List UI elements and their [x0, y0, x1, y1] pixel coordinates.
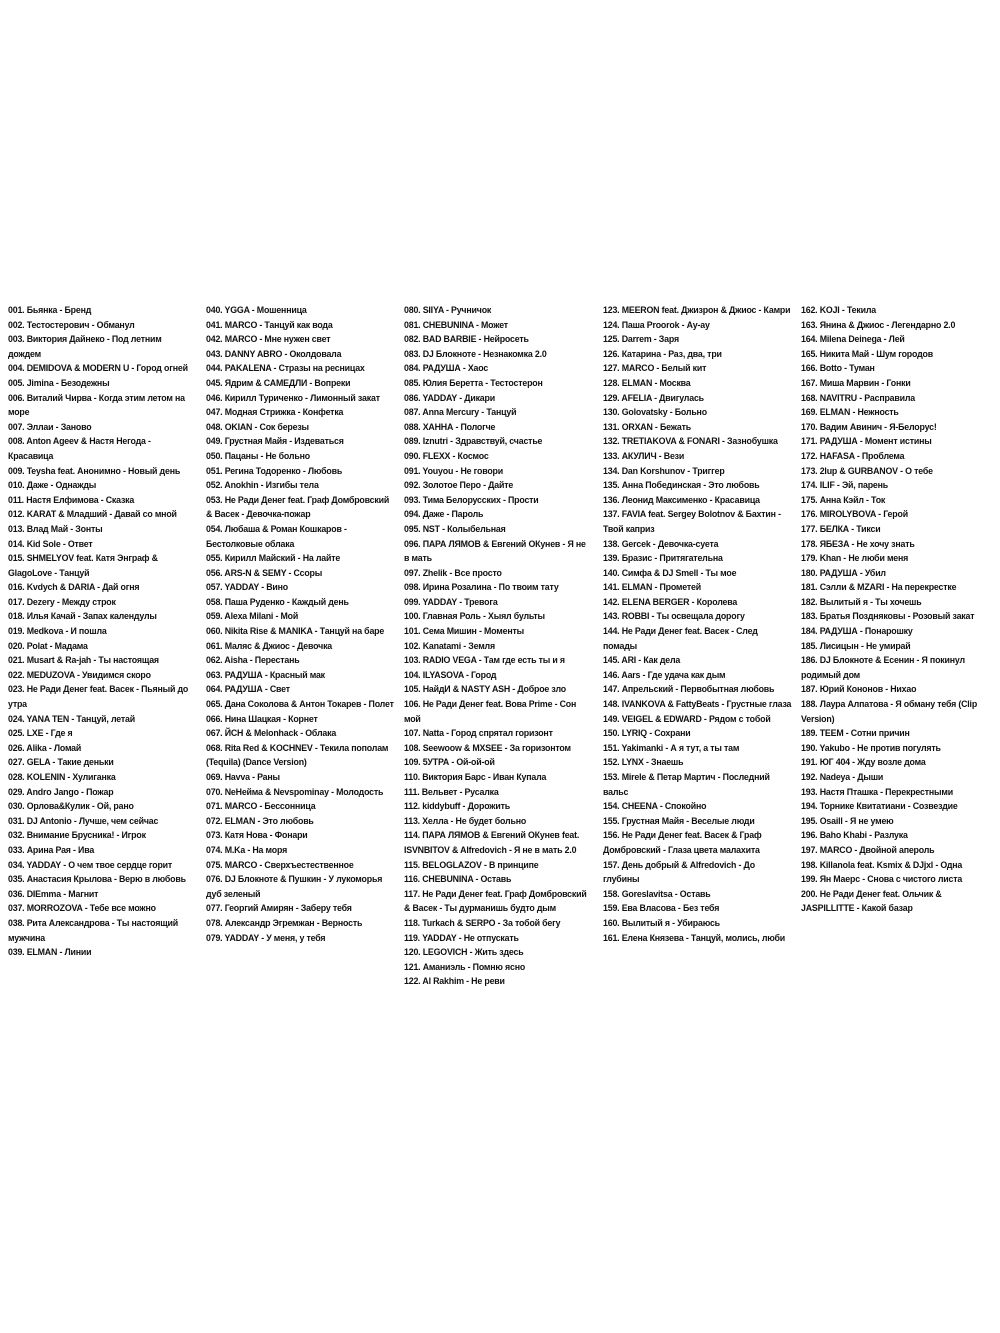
track-item: 193. Настя Пташка - Перекрестными: [801, 786, 953, 798]
track-item: 147. Апрельский - Первобытная любовь: [603, 684, 775, 696]
track-item: 069. Havva - Раны: [206, 772, 280, 783]
track-item: 002. Тестостерович - Обманул: [8, 319, 135, 331]
track-item: 164. Milena Deinega - Лей: [801, 334, 905, 346]
track-item: 086. YADDAY - Дикари: [404, 392, 495, 404]
track-item: 031. DJ Antonio - Лучше, чем сейчас: [8, 815, 159, 827]
track-item: 082. BAD BARBIE - Нейросеть: [404, 334, 529, 346]
track-item: 145. ARI - Как дела: [603, 655, 681, 667]
track-item: 125. Darrem - Заря: [603, 334, 679, 346]
track-item: 021. Musart & Ra-jah - Ты настоящая: [8, 655, 159, 667]
track-item: 079. YADDAY - У меня, у тебя: [206, 932, 326, 944]
track-item: 172. HAFASA - Проблема: [801, 450, 905, 462]
track-item: 119. YADDAY - Не отпускать: [404, 932, 519, 944]
track-item: 001. Бьянка - Бренд: [8, 305, 92, 316]
track-item: 170. Вадим Авинич - Я-Белорус!: [801, 421, 937, 433]
track-item: 073. Катя Нова - Фонари: [206, 830, 308, 842]
track-item: 051. Регина Тодоренко - Любовь: [206, 465, 343, 477]
track-item: 039. ELMAN - Линии: [8, 947, 92, 959]
track-item: 153. Mirele & Петар Мартич - Последний вальс: [603, 772, 770, 798]
track-item: 092. Золотое Перо - Дайте: [404, 480, 514, 492]
track-item: 151. Yakimanki - А я тут, а ты там: [603, 742, 740, 754]
track-item: 066. Нина Шацкая - Корнет: [206, 713, 318, 725]
track-item: 007. Эллаи - Заново: [8, 421, 92, 433]
track-item: 185. Лисицын - Не умирай: [801, 640, 911, 652]
track-item: 099. YADDAY - Тревога: [404, 596, 498, 608]
track-item: 127. MARCO - Белый кит: [603, 363, 707, 375]
track-item: 168. NAVITRU - Расправила: [801, 392, 916, 404]
track-item: 138. Gercek - Девочка-суета: [603, 538, 719, 550]
track-item: 187. Юрий Кононов - Нихао: [801, 684, 917, 696]
track-item: 091. Youyou - Не говори: [404, 465, 504, 477]
track-item: 056. ARS-N & SEMY - Ссоры: [206, 567, 323, 579]
track-item: 047. Модная Стрижка - Конфетка: [206, 407, 344, 419]
track-item: 075. MARCO - Сверхъестественное: [206, 859, 354, 871]
track-item: 121. Аманиэль - Помню ясно: [404, 961, 526, 973]
track-item: 161. Елена Князева - Танцуй, молись, люби: [603, 932, 786, 944]
track-item: 017. Dezery - Между строк: [8, 596, 116, 608]
track-item: 169. ELMAN - Нежность: [801, 407, 899, 419]
track-item: 107. Natta - Город спрятал горизонт: [404, 728, 553, 740]
track-item: 126. Катарина - Раз, два, три: [603, 348, 722, 360]
track-item: 186. DJ Блокнотe & Есенин - Я покинул родимый дом: [801, 655, 965, 681]
track-item: 159. Ева Власова - Без тебя: [603, 903, 720, 915]
track-item: 139. Бразис - Притягательна: [603, 553, 723, 565]
track-item: 016. Kvdych & DARIA - Дай огня: [8, 582, 140, 594]
track-item: 192. Nadeya - Дыши: [801, 772, 884, 783]
track-item: 037. MORROZOVA - Тебе все можно: [8, 903, 156, 915]
track-item: 196. Baho Khabi - Разлука: [801, 830, 908, 842]
track-item: 025. LXE - Где я: [8, 728, 73, 740]
track-item: 090. FLEXX - Космос: [404, 450, 489, 462]
track-item: 062. Aisha - Перестань: [206, 655, 300, 667]
track-item: 109. 5УТРА - Ой-ой-ой: [404, 757, 495, 769]
track-item: 004. DEMIDOVA & MODERN U - Город огней: [8, 363, 188, 375]
track-item: 199. Ян Маерс - Снова с чистого листа: [801, 874, 963, 886]
track-item: 026. Alika - Ломай: [8, 742, 82, 754]
track-item: 146. Aars - Где удача как дым: [603, 669, 726, 681]
track-item: 142. ELENA BERGER - Королева: [603, 596, 738, 608]
track-item: 034. YADDAY - О чем твое сердце горит: [8, 859, 173, 871]
track-item: 116. CHEBUNINA - Оставь: [404, 874, 512, 886]
track-item: 144. Не Ради Денег feat. Васек - След помады: [603, 626, 758, 652]
track-item: 010. Даже - Однажды: [8, 480, 97, 492]
track-item: 014. Kid Sole - Ответ: [8, 538, 93, 550]
track-item: 018. Илья Качай - Запах календулы: [8, 611, 157, 623]
track-item: 058. Паша Руденко - Каждый день: [206, 596, 349, 608]
track-item: 182. Вылитый я - Ты хочешь: [801, 596, 922, 608]
track-item: 154. CHEENA - Спокойно: [603, 801, 707, 813]
track-item: 100. Главная Роль - Хыял бульты: [404, 611, 545, 623]
track-item: 024. YANA TEN - Танцуй, летай: [8, 713, 135, 725]
track-item: 106. Не Ради Денег feat. Вова Prime - Сон мой: [404, 699, 577, 725]
track-item: 167. Миша Марвин - Гонки: [801, 377, 911, 389]
track-item: 129. AFELIA - Двигулась: [603, 392, 704, 404]
track-item: 083. DJ Блокнотe - Незнакомка 2.0: [404, 348, 547, 360]
track-item: 095. NST - Колыбельная: [404, 523, 506, 535]
track-item: 089. Iznutri - Здравствуй, счастье: [404, 436, 543, 448]
track-item: 011. Настя Елфимова - Сказка: [8, 494, 135, 506]
track-item: 059. Alexa Milani - Мой: [206, 611, 299, 623]
track-item: 057. YADDAY - Вино: [206, 582, 289, 594]
track-item: 155. Грустная Майя - Веселые люди: [603, 815, 755, 827]
track-item: 072. ELMAN - Это любовь: [206, 815, 314, 827]
track-item: 194. Торнике Квитатиани - Созвездие: [801, 801, 958, 813]
track-item: 174. ILIF - Эй, парень: [801, 480, 889, 492]
track-item: 019. Medkova - И пошла: [8, 626, 107, 638]
track-item: 111. Вельвет - Русалка: [404, 786, 499, 798]
track-item: 015. SHMELYOV feat. Катя Энграф & GlagoLove - Танцуй: [8, 553, 158, 579]
track-item: 166. Botto - Туман: [801, 363, 875, 375]
tracklist-column-1: [8, 304, 198, 961]
track-item: 123. MEERON feat. Джизрон & Джиос - Камри: [603, 305, 791, 316]
track-item: 003. Виктория Дайнеко - Под летним дождем: [8, 334, 162, 360]
track-item: 008. Anton Ageev & Настя Негода - Красавица: [8, 436, 151, 462]
track-item: 105. НайдИ & NASTY ASH - Доброе зло: [404, 684, 567, 696]
track-item: 115. BELOGLAZOV - В принципе: [404, 859, 539, 871]
track-item: 060. Nikita Rise & MANIKA - Танцуй на баре: [206, 626, 385, 638]
track-item: 136. Леонид Максименко - Красавица: [603, 494, 760, 506]
track-item: 078. Александр Эгремжан - Верность: [206, 917, 363, 929]
track-item: 189. TEEM - Сотни причин: [801, 728, 910, 740]
track-item: 050. Пацаны - Не больно: [206, 450, 310, 462]
track-item: 140. Симфа & DJ Smell - Ты мое: [603, 567, 737, 579]
track-item: 135. Анна Побединская - Это любовь: [603, 480, 760, 492]
track-item: 081. CHEBUNINA - Может: [404, 319, 508, 331]
track-item: 088. ХАННА - Пологче: [404, 421, 496, 433]
track-item: 157. День добрый & Alfredovich - До глубины: [603, 859, 755, 886]
track-item: 077. Георгий Амирян - Заберу тебя: [206, 903, 352, 915]
track-item: 061. Маляс & Джиос - Девочка: [206, 640, 333, 652]
track-item: 093. Тима Белорусских - Прости: [404, 494, 539, 506]
track-item: 137. FAVIA feat. Sergey Bolotnov & Бахтин - Твой каприз: [603, 509, 781, 535]
track-item: 042. MARCO - Мне нужен свет: [206, 334, 331, 346]
track-item: 009. Teysha feat. Анонимно - Новый день: [8, 465, 181, 477]
track-item: 181. Сэлли & MZARI - На перекрестке: [801, 582, 957, 594]
track-item: 049. Грустная Майя - Издеваться: [206, 436, 344, 448]
track-item: 141. ELMAN - Прометей: [603, 582, 701, 594]
track-item: 006. Виталий Чирва - Когда этим летом на море: [8, 392, 185, 419]
track-item: 122. Al Rakhim - Не реви: [404, 976, 505, 988]
track-item: 198. Killanola feat. Ksmix & DJjxl - Одна: [801, 859, 963, 871]
tracklist-column-3: [404, 304, 594, 990]
track-item: 080. SIIYA - Ручничок: [404, 305, 492, 316]
track-item: 175. Анна Кэйл - Ток: [801, 494, 886, 506]
track-item: 038. Рита Александрова - Ты настоящий мужчина: [8, 917, 178, 944]
track-item: 132. TRETIAKOVA & FONARI - Зазнобушка: [603, 436, 778, 448]
track-item: 180. РАДУША - Убил: [801, 567, 886, 579]
track-item: 055. Кирилл Майский - На лайте: [206, 553, 341, 565]
track-item: 200. Не Ради Денег feat. Ольчик & JASPILLITTE - Какой базар: [801, 888, 942, 915]
track-item: 084. РАДУША - Хаос: [404, 363, 489, 375]
track-item: 046. Кирилл Туриченко - Лимонный закат: [206, 392, 380, 404]
track-item: 197. MARCO - Двойной апероль: [801, 844, 935, 856]
track-item: 071. MARCO - Бессонница: [206, 801, 316, 813]
track-item: 045. Ядрим & САМЕДЛИ - Вопреки: [206, 377, 351, 389]
track-item: 148. IVANKOVA & FattyBeats - Грустные глаза: [603, 699, 792, 711]
track-item: 128. ELMAN - Москва: [603, 377, 691, 389]
track-item: 163. Янина & Джиос - Легендарно 2.0: [801, 319, 956, 331]
track-item: 113. Хелла - Не будет больно: [404, 815, 527, 827]
track-item: 097. Zhelik - Все просто: [404, 567, 502, 579]
track-item: 032. Внимание Брусника! - Игрок: [8, 830, 146, 842]
track-item: 103. RADIO VEGA - Там где есть ты и я: [404, 655, 565, 667]
track-item: 098. Ирина Розалина - По твоим тату: [404, 582, 559, 594]
track-item: 067. ЙСН & Melonhack - Облака: [206, 728, 337, 740]
track-item: 030. Орлова&Кулик - Ой, рано: [8, 801, 134, 813]
track-item: 131. ORXAN - Бежать: [603, 421, 692, 433]
tracklist-column-2: [206, 304, 396, 946]
track-item: 160. Вылитый я - Убираюсь: [603, 917, 720, 929]
track-item: 085. Юлия Беретта - Тестостерон: [404, 377, 543, 389]
track-item: 022. MEDUZOVA - Увидимся скоро: [8, 669, 151, 681]
track-item: 133. АКУЛИЧ - Вези: [603, 450, 685, 462]
track-item: 195. Osaill - Я не умею: [801, 815, 894, 827]
track-item: 171. РАДУША - Момент истины: [801, 436, 932, 448]
track-item: 104. ILYASOVA - Город: [404, 669, 497, 681]
track-item: 150. LYRIQ - Сохрани: [603, 728, 691, 740]
track-item: 070. NeНейма & Nevspominay - Молодость: [206, 786, 384, 798]
track-item: 053. Не Ради Денег feat. Граф Домбровский & Васек - Девочка-пожар: [206, 494, 390, 521]
track-item: 112. kiddybuff - Дорожить: [404, 801, 510, 813]
track-item: 013. Влад Май - Зонты: [8, 523, 103, 535]
track-item: 165. Никита Май - Шум городов: [801, 348, 933, 360]
track-item: 096. ПАРА ЛЯМОВ & Евгений ОКунев - Я не в мать: [404, 538, 586, 565]
track-item: 052. Anokhin - Изгибы тела: [206, 480, 319, 492]
track-item: 124. Паша Proorok - Ау-ау: [603, 319, 710, 331]
track-item: 184. РАДУША - Понарошку: [801, 626, 913, 638]
track-item: 179. Khan - Не люби меня: [801, 553, 909, 565]
track-item: 108. Seewoow & MXSEE - За горизонтом: [404, 742, 571, 754]
track-item: 120. LEGOVICH - Жить здесь: [404, 947, 524, 959]
track-item: 176. MIROLYBOVA - Герой: [801, 509, 908, 521]
track-item: 094. Даже - Пароль: [404, 509, 484, 521]
track-item: 063. РАДУША - Красный мак: [206, 669, 325, 681]
track-item: 158. Goreslavitsa - Оставь: [603, 888, 711, 900]
track-item: 054. Любаша & Роман Кошкаров - Бестолковые облака: [206, 523, 347, 550]
track-item: 152. LYNX - Знаешь: [603, 757, 684, 769]
track-item: 028. KOLENIN - Хулиганка: [8, 772, 116, 783]
track-item: 143. ROBBI - Ты освещала дорогу: [603, 611, 745, 623]
track-item: 044. PAKALENA - Стразы на ресницах: [206, 363, 365, 375]
track-item: 110. Виктория Барс - Иван Купала: [404, 772, 547, 783]
track-item: 191. ЮГ 404 - Жду возле дома: [801, 757, 926, 769]
track-item: 087. Anna Mercury - Танцуй: [404, 407, 517, 419]
track-item: 065. Дана Соколова & Антон Токарев - Полет: [206, 699, 394, 711]
track-item: 041. MARCO - Танцуй как вода: [206, 319, 333, 331]
track-item: 190. Yakubo - Не против погулять: [801, 742, 941, 754]
track-item: 020. Polat - Мадама: [8, 640, 88, 652]
track-item: 040. YGGA - Мошенница: [206, 305, 307, 316]
track-item: 036. DIEmma - Магнит: [8, 888, 99, 900]
track-item: 162. KOJI - Текила: [801, 305, 876, 316]
track-item: 064. РАДУША - Свет: [206, 684, 290, 696]
track-item: 102. Kanatami - Земля: [404, 640, 495, 652]
track-item: 114. ПАРА ЛЯМОВ & Евгений ОКунев feat. ISVNBITOV & Alfredovich - Я не в мать 2.0: [404, 830, 580, 856]
track-item: 118. Turkach & SERPO - За тобой бегу: [404, 917, 561, 929]
track-item: 178. ЯБЕЗА - Не хочу знать: [801, 538, 915, 550]
track-item: 188. Лаура Алпатова - Я обману тебя (Clip Version): [801, 699, 978, 725]
tracklist-column-5: [801, 304, 991, 917]
track-item: 076. DJ Блокнотe & Пушкин - У лукоморья дуб зеленый: [206, 874, 383, 900]
track-item: 101. Сема Мишин - Моменты: [404, 626, 524, 638]
track-item: 117. Не Ради Денег feat. Граф Домбровский & Васек - Ты дурманишь будто дым: [404, 888, 587, 915]
track-item: 043. DANNY ABRO - Околдовала: [206, 348, 342, 360]
track-item: 012. KARAT & Младший - Давай со мной: [8, 509, 177, 521]
track-item: 033. Арина Рая - Ива: [8, 844, 95, 856]
track-item: 183. Братья Поздняковы - Розовый закат: [801, 611, 975, 623]
track-item: 177. БЕЛКА - Тикси: [801, 523, 881, 535]
track-item: 029. Andro Jango - Пожар: [8, 786, 114, 798]
track-item: 005. Jimina - Безодежны: [8, 377, 110, 389]
track-item: 156. Не Ради Денег feat. Васек & Граф Домбровский - Глаза цвета малахита: [603, 830, 762, 856]
track-item: 130. Golovatsky - Больно: [603, 407, 707, 419]
track-item: 035. Анастасия Крылова - Верю в любовь: [8, 874, 186, 886]
track-item: 173. 2lup & GURBANOV - О тебе: [801, 465, 933, 477]
track-item: 023. Не Ради Денег feat. Васек - Пьяный до утра: [8, 684, 189, 711]
track-item: 068. Rita Red & KOCHNEV - Текила пополам (Tequila) (Dance Version): [206, 742, 389, 769]
track-item: 027. GELA - Такие деньки: [8, 757, 114, 769]
tracklist-column-4: [603, 304, 793, 946]
track-item: 048. OKIAN - Сок березы: [206, 421, 309, 433]
track-item: 149. VEIGEL & EDWARD - Рядом с тобой: [603, 713, 771, 725]
track-item: 134. Dan Korshunov - Триггер: [603, 465, 725, 477]
track-item: 074. M.Ka - На моря: [206, 844, 288, 856]
